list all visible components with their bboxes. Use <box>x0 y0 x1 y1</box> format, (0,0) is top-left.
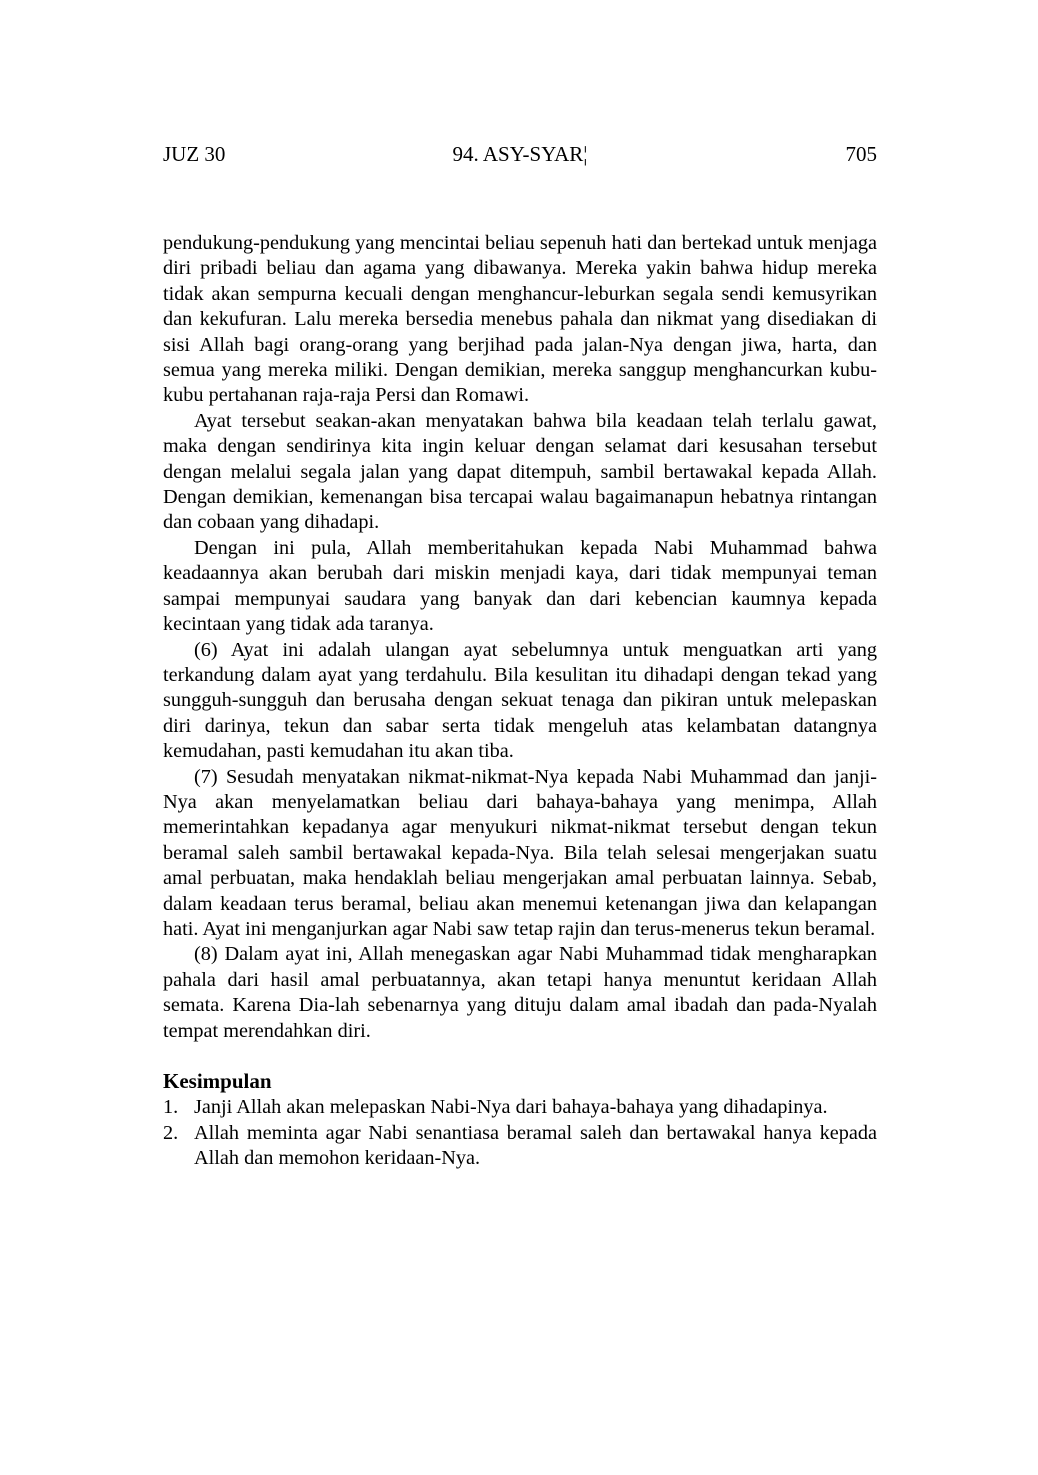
list-item-text: Allah meminta agar Nabi senantiasa beramal saleh dan bertawakal hanya kepada Allah dan memohon keridaan-Nya. <box>194 1121 877 1170</box>
list-item <box>163 1121 877 1172</box>
kesimpulan-section <box>163 1069 877 1172</box>
list-item-number: 2. <box>163 1121 179 1144</box>
surah-title: 94. ASY-SYAR¦ <box>452 142 588 166</box>
kesimpulan-list <box>163 1095 877 1171</box>
body-text <box>163 231 877 1172</box>
paragraph: Ayat tersebut seakan-akan menyatakan bahwa bila keadaan telah terlalu gawat, maka dengan sendirinya kita ingin keluar dengan selamat dari kesusahan tersebut dengan melalui segala jalan yang dapat ditempuh, sambil bertawakal kepada Allah. Dengan demikian, kemenangan bisa tercapai walau bagaimanapun hebatnya rintangan dan cobaan yang dihadapi. <box>163 409 877 534</box>
list-item <box>163 1095 877 1120</box>
paragraph-ayat-7: (7) Sesudah menyatakan nikmat-nikmat-Nya kepada Nabi Muhammad dan janji-Nya akan menyelamatkan beliau dari bahaya-bahaya yang menimpa, Allah memerintahkan kepadanya agar menyukuri nikmat-nikmat tersebut dengan tekun beramal saleh sambil bertawakal kepada-Nya. Bila telah selesai mengerjakan suatu amal perbuatan, maka hendaklah beliau mengerjakan amal perbuatan lainnya. Sebab, dalam keadaan terus beramal, beliau akan menemui ketenangan jiwa dan kelapangan hati. Ayat ini menganjurkan agar Nabi saw tetap rajin dan terus-menerus tekun beramal. <box>163 765 877 940</box>
paragraph-ayat-6: (6) Ayat ini adalah ulangan ayat sebelumnya untuk menguatkan arti yang terkandung dalam ayat yang terdahulu. Bila kesulitan itu dihadapi dengan tekad yang sungguh-sungguh dan berusaha dengan sekuat tenaga dan pikiran untuk melepaskan diri darinya, tekun dan sabar serta tidak mengeluh atas kelambatan datangnya kemudahan, pasti kemudahan itu akan tiba. <box>163 638 877 763</box>
juz-label: JUZ 30 <box>163 142 226 166</box>
page-number: 705 <box>845 142 877 166</box>
page-header <box>163 141 877 167</box>
list-item-text: Janji Allah akan melepaskan Nabi-Nya dari bahaya-bahaya yang dihadapinya. <box>194 1096 828 1119</box>
paragraph: Dengan ini pula, Allah memberitahukan kepada Nabi Muhammad bahwa keadaannya akan berubah dari miskin menjadi kaya, dari tidak mempunyai teman sampai mempunyai saudara yang banyak dan dari kebencian kaumnya kepada kecintaan yang tidak ada taranya. <box>163 536 877 636</box>
list-item-number: 1. <box>163 1096 179 1119</box>
paragraph-continuation: pendukung-pendukung yang mencintai beliau sepenuh hati dan bertekad untuk menjaga diri pribadi beliau dan agama yang dibawanya. Mereka yakin bahwa hidup mereka tidak akan sempurna kecuali dengan menghancur-leburkan segala sendi kemusyrikan dan kekufuran. Lalu mereka bersedia menebus pahala dan nikmat yang disediakan di sisi Allah bagi orang-orang yang berjihad pada jalan-Nya dengan jiwa, harta, dan semua yang mereka miliki. Dengan demikian, mereka sanggup menghancurkan kubu-kubu pertahanan raja-raja Persi dan Romawi. <box>163 232 877 407</box>
kesimpulan-heading: Kesimpulan <box>163 1069 272 1093</box>
paragraph-ayat-8: (8) Dalam ayat ini, Allah menegaskan agar Nabi Muhammad tidak mengharapkan pahala dari hasil amal perbuatannya, akan tetapi hanya menuntut keridaan Allah semata. Karena Dia-lah sebenarnya yang dituju dalam amal ibadah dan pada-Nyalah tempat merendahkan diri. <box>163 943 877 1042</box>
